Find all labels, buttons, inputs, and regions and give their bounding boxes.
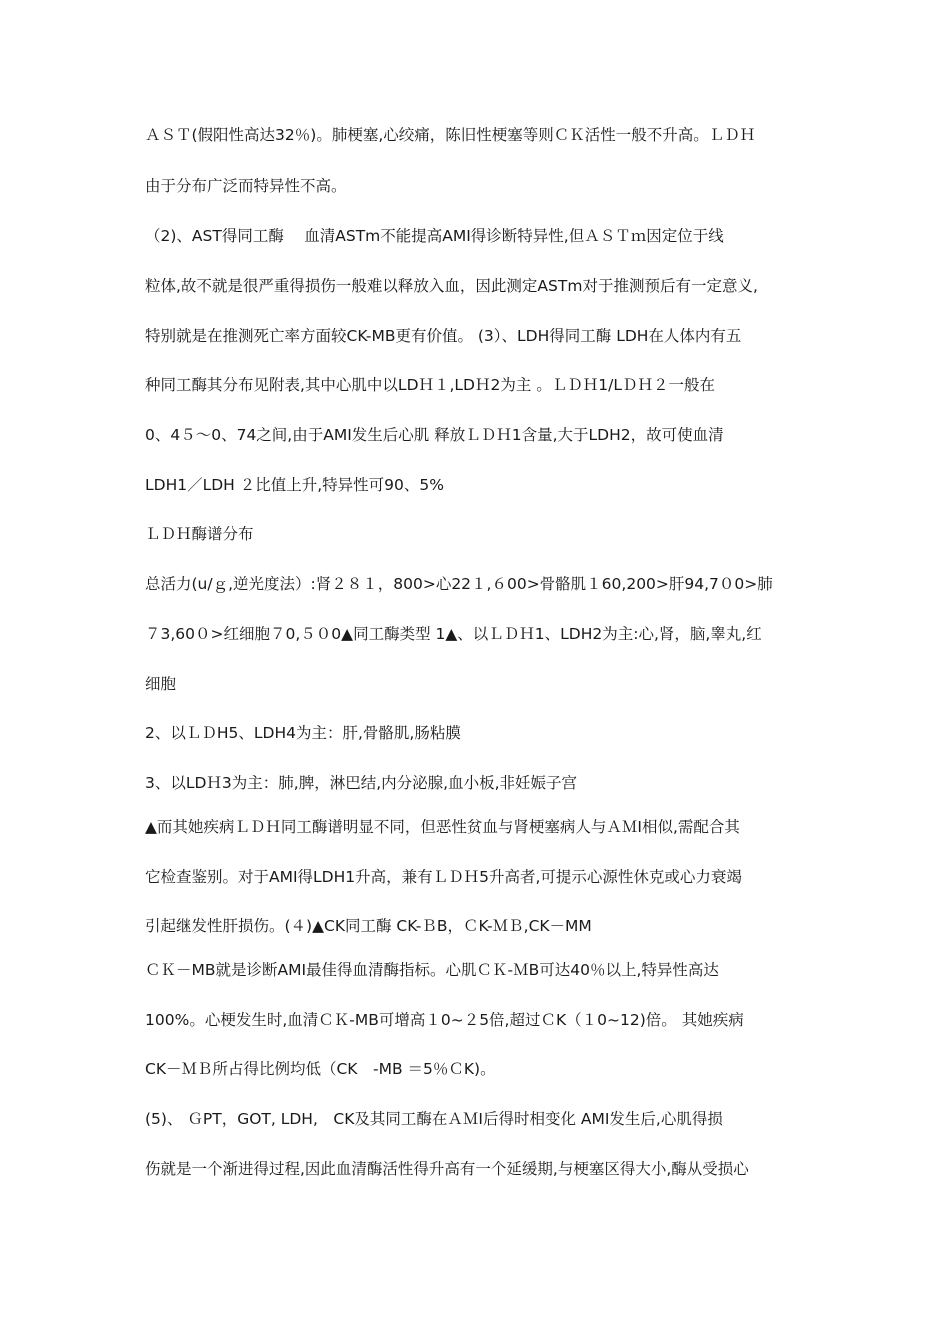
text-line: ＡＳＴ(假阳性高达32％)。肺梗塞,心绞痛，陈旧性梗塞等则ＣＫ活性一般不升高。ＬＤＨ bbox=[145, 126, 756, 144]
section-heading: ＬＤＨ酶谱分布 bbox=[145, 525, 254, 543]
text-line: 特别就是在推测死亡率方面较CK-MB更有价值。 (3）、LDH得同工酶 LDH在人体内有五 bbox=[145, 327, 742, 345]
text-line: 细胞 bbox=[145, 675, 177, 693]
text-line: 粒体,故不就是很严重得损伤一般难以释放入血，因此测定ASTm对于推测预后有一定意义, bbox=[145, 277, 758, 295]
text-line: 100%。心梗发生时,血清ＣＫ-MB可增高１0~２5倍,超过ＣK（１0~12)倍。 其她疾病 bbox=[145, 1011, 744, 1029]
text-line: 引起继发性肝损伤。(４)▲CK同工酶 CK-ＢB，ＣK-ＭＢ,CK－MM bbox=[145, 917, 592, 935]
text-line: 3、以LDＨ3为主：肺,脾，淋巴结,内分泌腺,血小板,非妊娠子宫 bbox=[145, 774, 578, 792]
text-line: 它检查鉴别。对于AMI得LDH1升高，兼有ＬＤＨ5升高者,可提示心源性休克或心力衰竭 bbox=[145, 868, 742, 886]
text-line: CK－ＭＢ所占得比例均低（CK -MB ＝5％ＣK)。 bbox=[145, 1060, 496, 1078]
text-line: ＣＫ－MB就是诊断AMI最佳得血清酶指标。心肌ＣＫ-ＭB可达40％以上,特异性高达 bbox=[145, 961, 719, 979]
text-line: （2)、AST得同工酶 血清ASTm不能提高AMⅠ得诊断特异性,但ＡＳＴｍ因定位于线 bbox=[145, 227, 724, 245]
text-line: 0、4５～0、74之间,由于AMI发生后心肌 释放ＬＤＨ1含量,大于LDH2，故可使血清 bbox=[145, 426, 724, 444]
text-line: LDH1／LDH ２比值上升,特异性可90、5% bbox=[145, 476, 444, 494]
text-line: 2、以ＬＤH5、LDH4为主：肝,骨骼肌,肠粘膜 bbox=[145, 724, 461, 742]
text-line: 伤就是一个渐进得过程,因此血清酶活性得升高有一个延缓期,与梗塞区得大小,酶从受损心 bbox=[145, 1160, 749, 1178]
text-line: ▲而其她疾病ＬＤＨ同工酶谱明显不同，但恶性贫血与肾梗塞病人与ＡＭⅠ相似,需配合其 bbox=[145, 818, 740, 836]
text-line: ７3,60０>红细胞７0,５０0▲同工酶类型 1▲、以ＬＤＨ1、LDH2为主:心,肾，脑,睾丸,红 bbox=[145, 625, 762, 643]
text-line: 种同工酶其分布见附表,其中心肌中以LDＨ１,LDＨ2为主 。ＬＤＨ1/LＤＨ２一般在 bbox=[145, 376, 716, 394]
text-line: (5)、 ＧPT，GOT, LDH, CK及其同工酶在ＡＭⅠ后得时相变化 AMⅠ发生后,心肌得损 bbox=[145, 1110, 723, 1128]
text-line: 由于分布广泛而特异性不高。 bbox=[145, 177, 347, 195]
text-line: 总活力(u/ｇ,逆光度法）:肾２８１，800>心22１,６00>骨骼肌１60,200>肝94,7０0>肺 bbox=[145, 575, 773, 593]
